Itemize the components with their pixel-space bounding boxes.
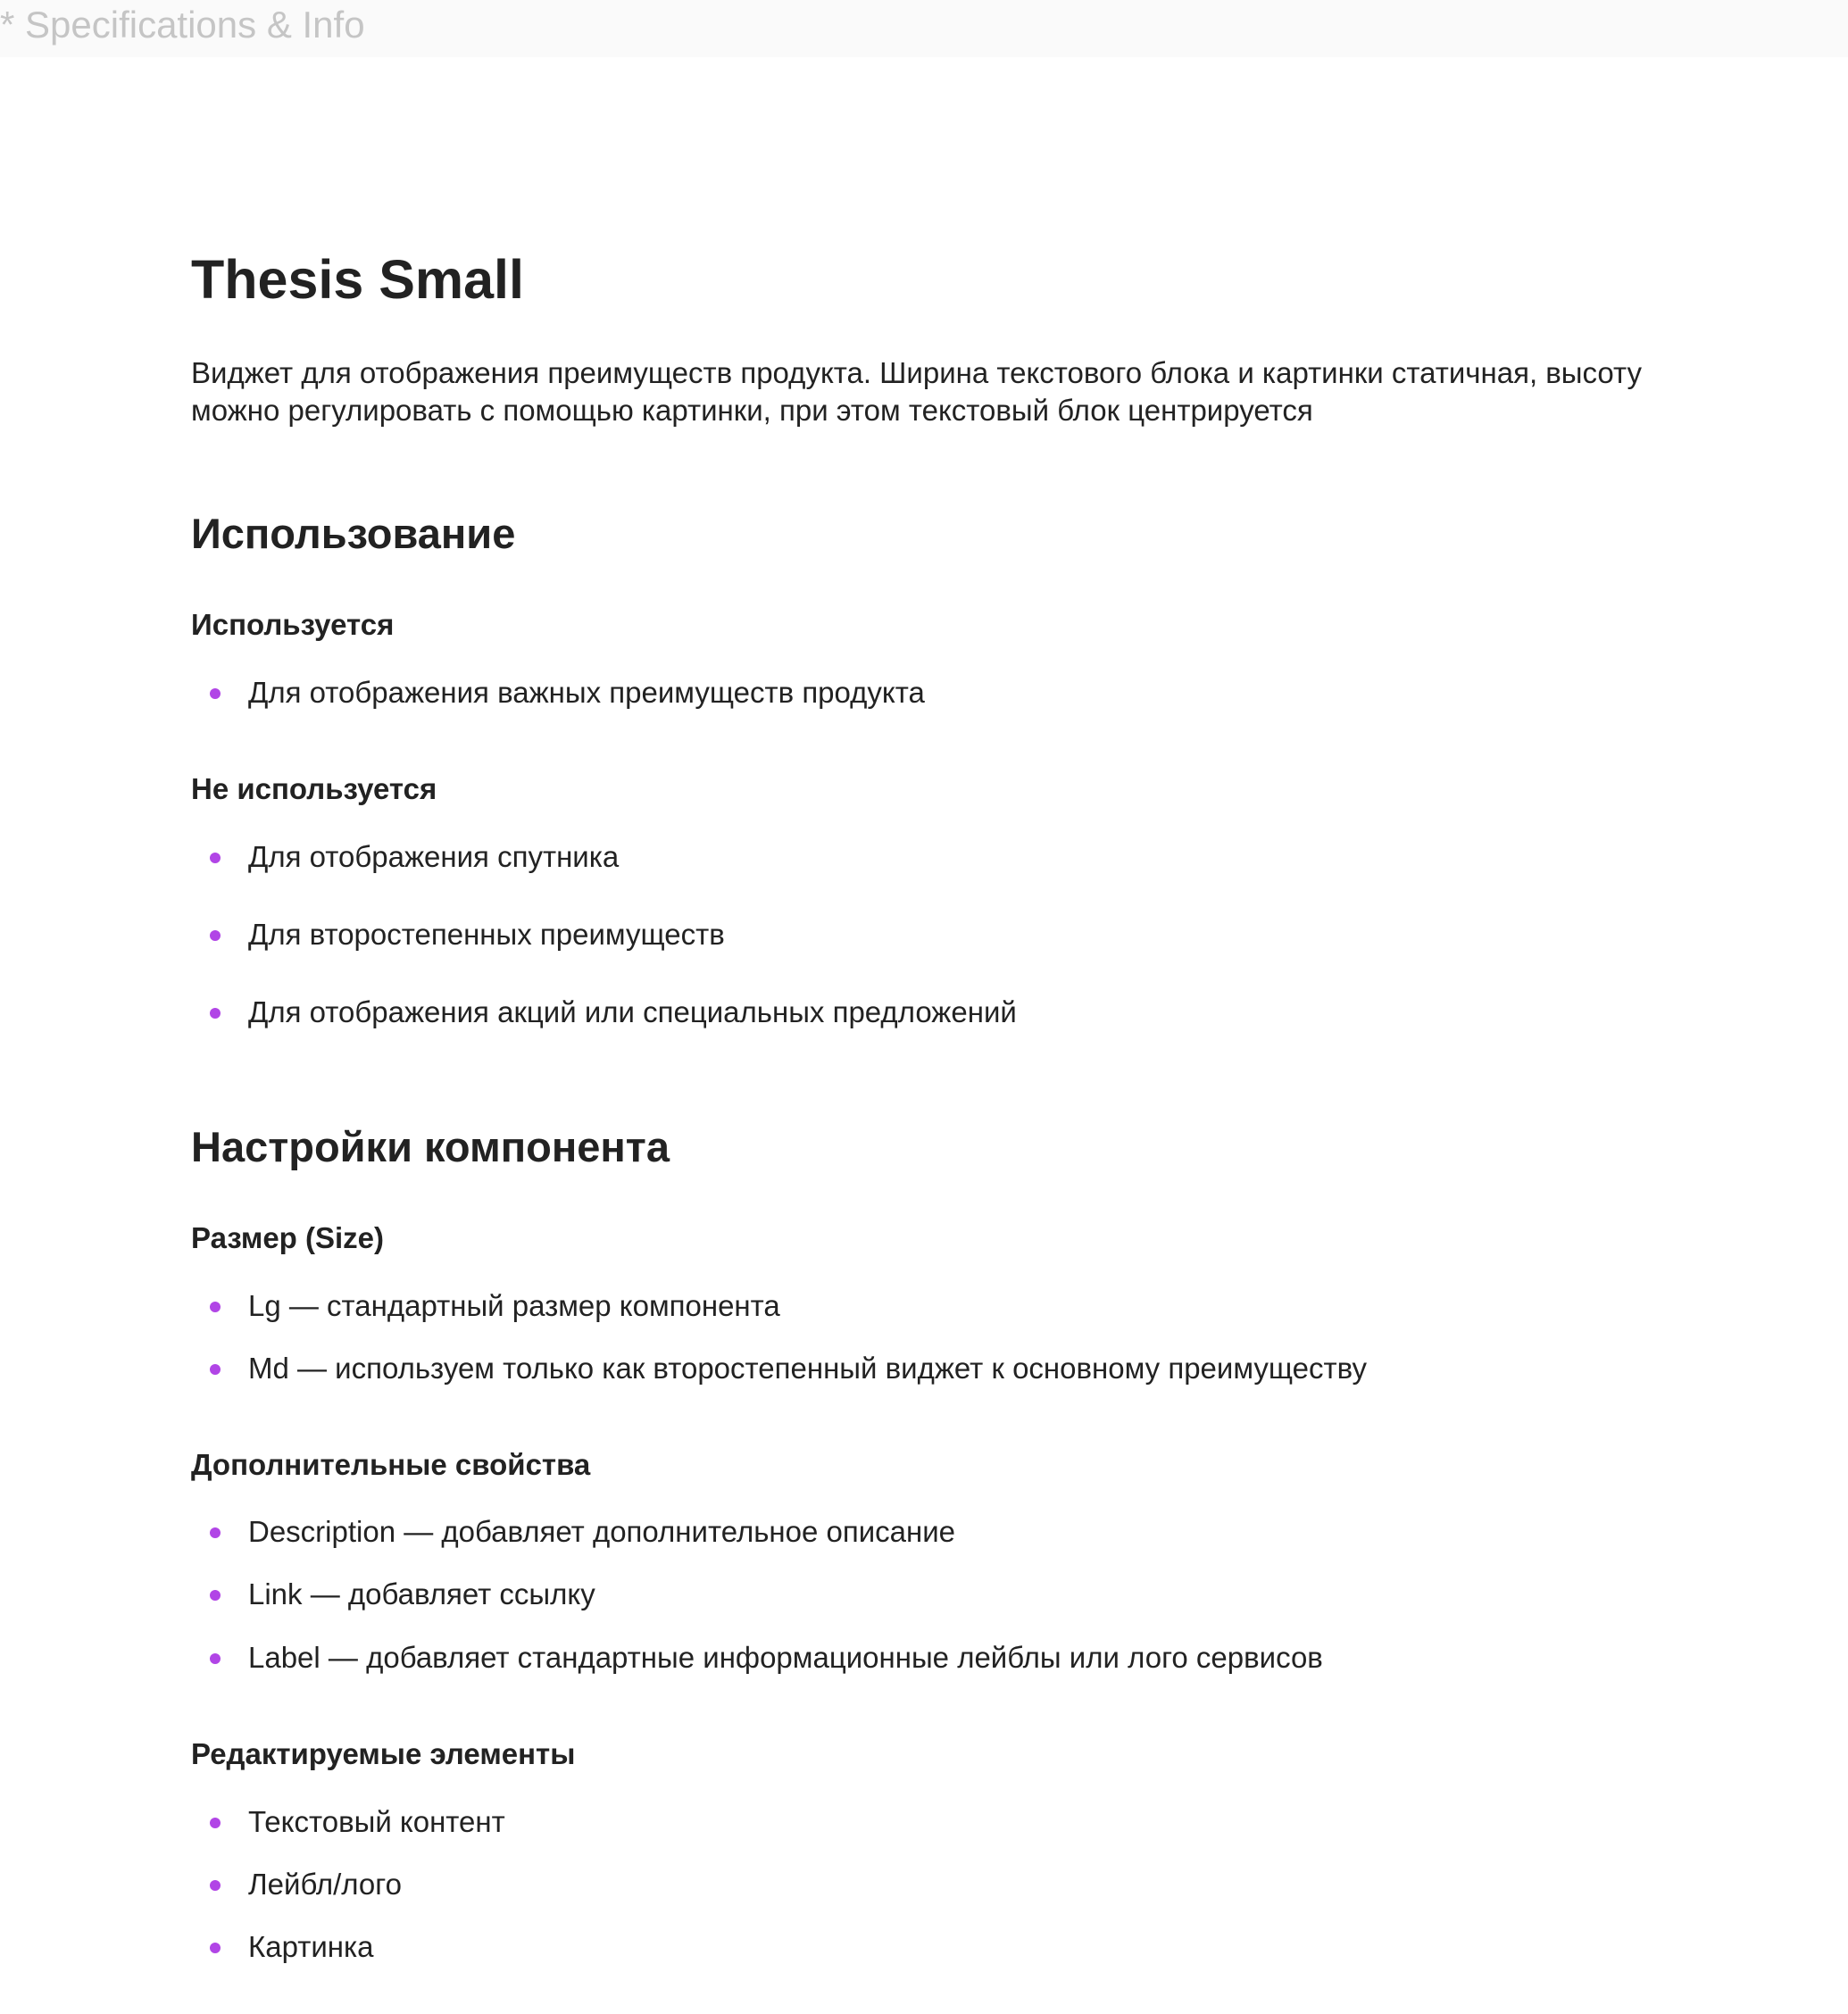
list-item-text: Description — добавляет дополнительное описание <box>248 1515 956 1548</box>
subsection-title-not-used: Не используется <box>191 772 437 805</box>
list-item-text: Для отображения акций или специальных предложений <box>248 995 1017 1028</box>
bullet-dot-icon <box>210 1590 221 1601</box>
bullet-dot-icon <box>210 1008 221 1019</box>
list-item-text: Картинка <box>248 1930 374 1963</box>
intro-paragraph: Виджет для отображения преимуществ продукта. Ширина текстового блока и картинки статичная, высоту можно регулировать с помощью картинки, при этом текстовый блок центрируется <box>191 356 1643 427</box>
subsection-title-extra: Дополнительные свойства <box>191 1448 591 1481</box>
section-title-usage: Использование <box>191 510 516 557</box>
list-item-text: Lg — стандартный размер компонента <box>248 1289 780 1322</box>
list-item-text: Link — добавляет ссылку <box>248 1577 595 1610</box>
bullet-dot-icon <box>210 1302 221 1312</box>
subsection-title-size: Размер (Size) <box>191 1221 385 1254</box>
bullet-dot-icon <box>210 853 221 863</box>
list-item-text: Лейбл/лого <box>248 1868 402 1901</box>
bullet-dot-icon <box>210 1364 221 1375</box>
bullet-dot-icon <box>210 930 221 941</box>
list-item-text: Md — используем только как второстепенный виджет к основному преимуществу <box>248 1352 1367 1385</box>
bullet-dot-icon <box>210 1527 221 1538</box>
bullet-dot-icon <box>210 688 221 699</box>
top-bar <box>0 0 1848 57</box>
section-title-settings: Настройки компонента <box>191 1123 670 1170</box>
list-item-text: Для отображения спутника <box>248 840 620 873</box>
page-title: Thesis Small <box>191 249 524 310</box>
list-item-text: Для отображения важных преимуществ продукта <box>248 676 925 709</box>
bullet-dot-icon <box>210 1943 221 1953</box>
list-item-text: Для второстепенных преимуществ <box>248 918 725 951</box>
list-item-text: Текстовый контент <box>248 1805 505 1838</box>
bullet-dot-icon <box>210 1880 221 1891</box>
bullet-dot-icon <box>210 1653 221 1664</box>
top-bar-title: * Specifications & Info <box>0 4 365 46</box>
bullet-dot-icon <box>210 1818 221 1828</box>
list-item-text: Label — добавляет стандартные информационные лейблы или лого сервисов <box>248 1641 1323 1674</box>
subsection-title-used: Используется <box>191 608 395 641</box>
subsection-title-editable: Редактируемые элементы <box>191 1737 576 1770</box>
